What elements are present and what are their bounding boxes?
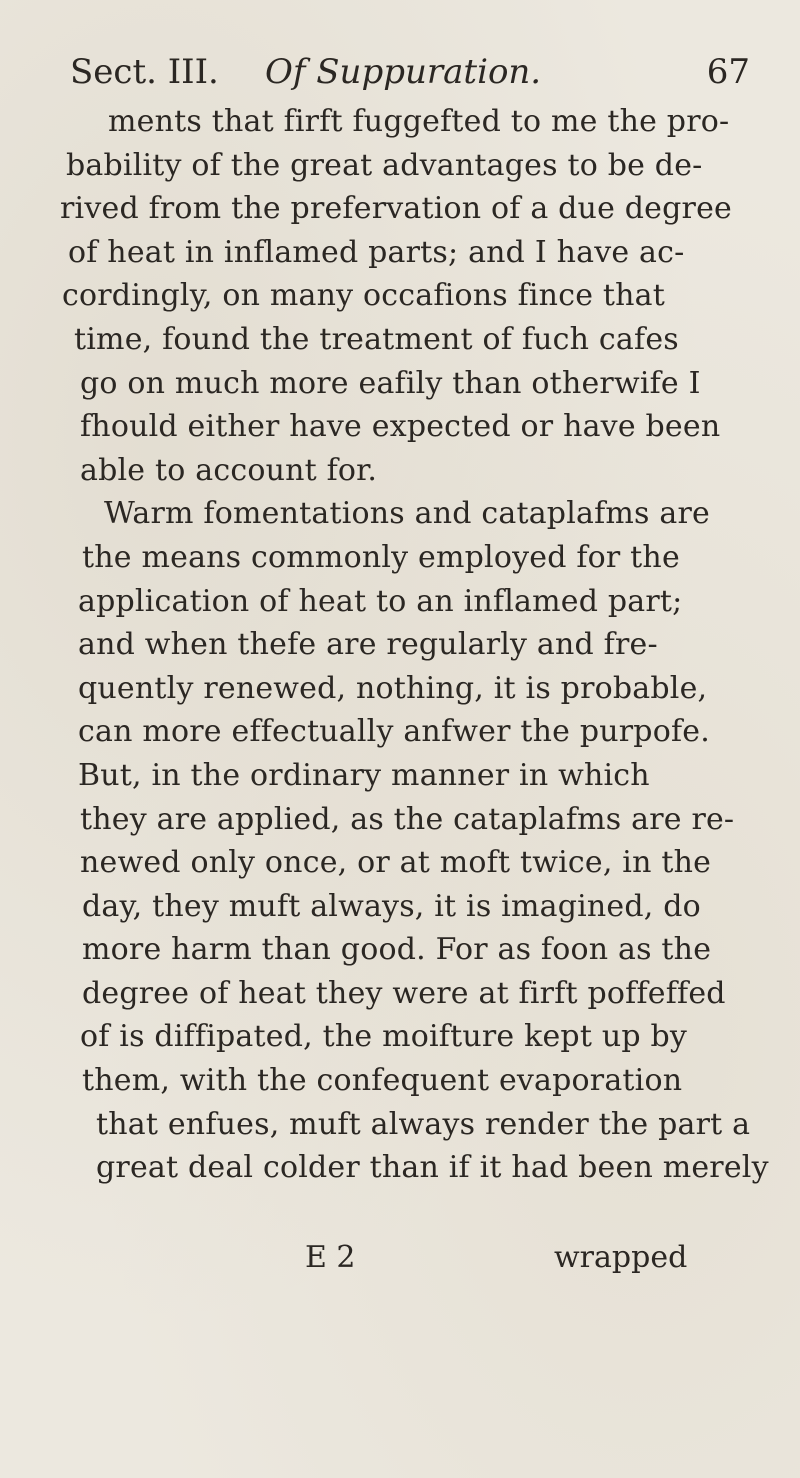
text-line: that enfues, muft always render the part a	[96, 1106, 751, 1142]
text-line: quently renewed, nothing, it is probable,	[78, 670, 708, 706]
text-line: day, they muft always, it is imagined, do	[82, 888, 701, 924]
text-line: rived from the prefervation of a due degree	[60, 191, 732, 227]
text-line: degree of heat they were at firft poffeffed	[82, 975, 726, 1011]
text-line: can more effectually anfwer the purpofe.	[78, 714, 710, 750]
section-label: Sect. III.	[70, 52, 219, 92]
text-line: cordingly, on many occafions fince that	[62, 278, 666, 314]
text-line: fhould either have expected or have been	[80, 409, 721, 445]
signature-mark: E 2	[305, 1240, 356, 1275]
text-line: time, found the treatment of fuch cafes	[74, 321, 679, 357]
text-line: they are applied, as the cataplafms are re-	[80, 801, 735, 837]
text-line: them, with the confequent evaporation	[82, 1063, 683, 1099]
chapter-title: Of Suppuration.	[265, 52, 542, 92]
text-line: more harm than good. For as foon as the	[82, 932, 712, 968]
text-line: newed only once, or at moft twice, in the	[80, 845, 712, 881]
text-line: and when thefe are regularly and fre-	[78, 627, 658, 663]
running-header	[70, 52, 750, 102]
text-line: bability of the great advantages to be de-	[66, 147, 703, 183]
text-line: go on much more eafily than otherwife I	[80, 365, 701, 401]
text-line: But, in the ordinary manner in which	[78, 757, 650, 793]
text-line: Warm fomentations and cataplafms are	[104, 496, 710, 532]
text-line: great deal colder than if it had been merely	[96, 1150, 769, 1186]
text-line: ments that firft fuggefted to me the pro-	[108, 104, 730, 139]
text-line: of heat in inflamed parts; and I have ac-	[68, 234, 685, 270]
catchword: wrapped	[554, 1240, 688, 1275]
text-line: the means commonly employed for the	[82, 539, 680, 575]
text-line: application of heat to an inflamed part;	[78, 583, 683, 619]
text-line: able to account for.	[80, 452, 378, 488]
page-footer	[52, 1240, 760, 1284]
text-line: of is diffipated, the moifture kept up by	[80, 1019, 688, 1055]
page-number: 67	[706, 52, 750, 92]
body-text	[52, 100, 769, 1190]
